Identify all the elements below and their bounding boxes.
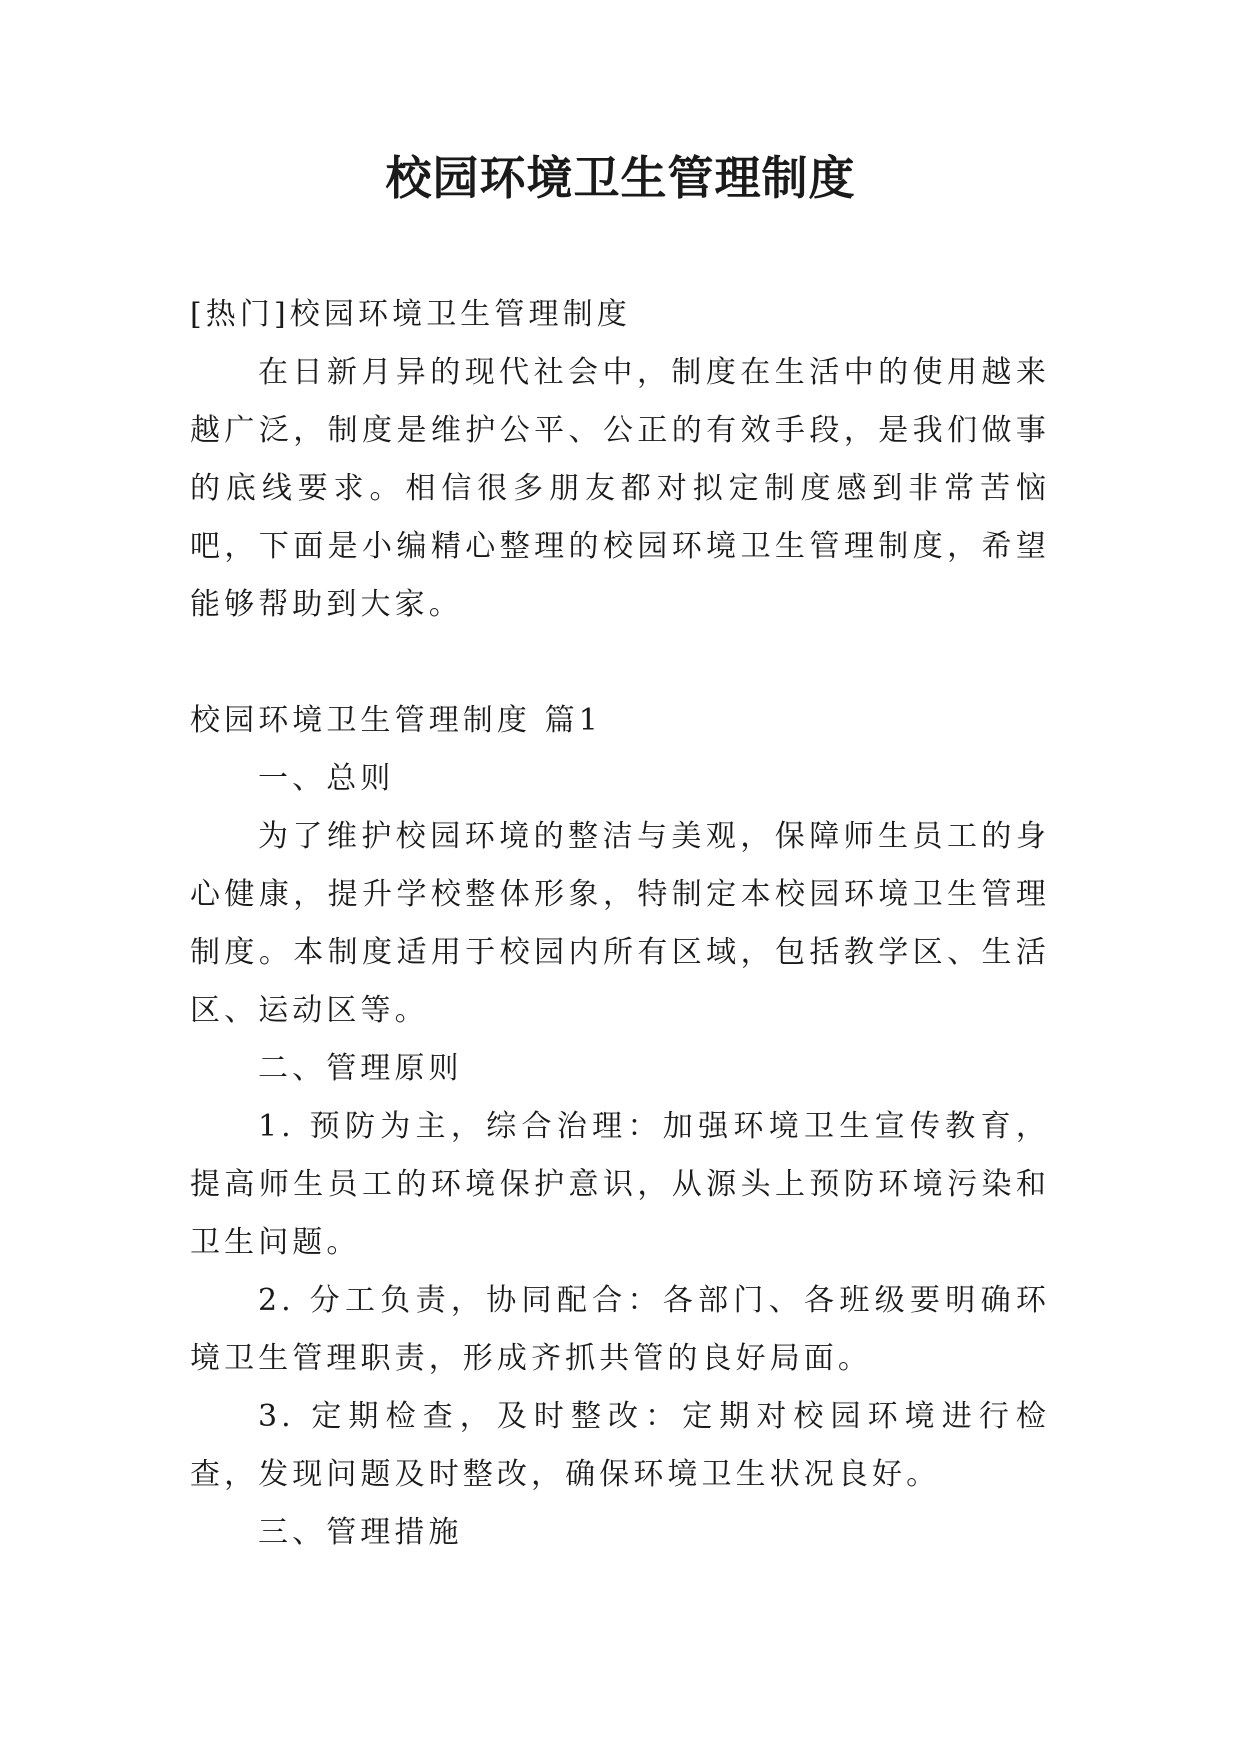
article-title: 校园环境卫生管理制度 篇1	[190, 703, 602, 738]
document-body	[190, 286, 1050, 1562]
spacer	[190, 634, 1050, 692]
heading-line: [热门]校园环境卫生管理制度	[190, 297, 631, 332]
section-general-paragraph: 为了维护校园环境的整洁与美观，保障师生员工的身心健康，提升学校整体形象，特制定本校园环境卫生管理制度。本制度适用于校园内所有区域，包括教学区、生活区、运动区等。	[190, 819, 1050, 1028]
principle-item-3: 3. 定期检查，及时整改：定期对校园环境进行检查，发现问题及时整改，确保环境卫生状况良好。	[190, 1399, 1050, 1492]
intro-paragraph: 在日新月异的现代社会中，制度在生活中的使用越来越广泛，制度是维护公平、公正的有效手段，是我们做事的底线要求。相信很多朋友都对拟定制度感到非常苦恼吧，下面是小编精心整理的校园环境卫生管理制度，希望能够帮助到大家。	[190, 355, 1050, 622]
section-heading-principles: 二、管理原则	[258, 1051, 463, 1086]
section-heading-measures: 三、管理措施	[258, 1515, 463, 1550]
section-heading-general: 一、总则	[258, 761, 395, 796]
principle-item-1: 1. 预防为主，综合治理：加强环境卫生宣传教育，提高师生员工的环境保护意识，从源头上预防环境污染和卫生问题。	[190, 1109, 1050, 1260]
principle-item-2: 2. 分工负责，协同配合：各部门、各班级要明确环境卫生管理职责，形成齐抓共管的良好局面。	[190, 1283, 1050, 1376]
document-title: 校园环境卫生管理制度	[385, 151, 856, 205]
